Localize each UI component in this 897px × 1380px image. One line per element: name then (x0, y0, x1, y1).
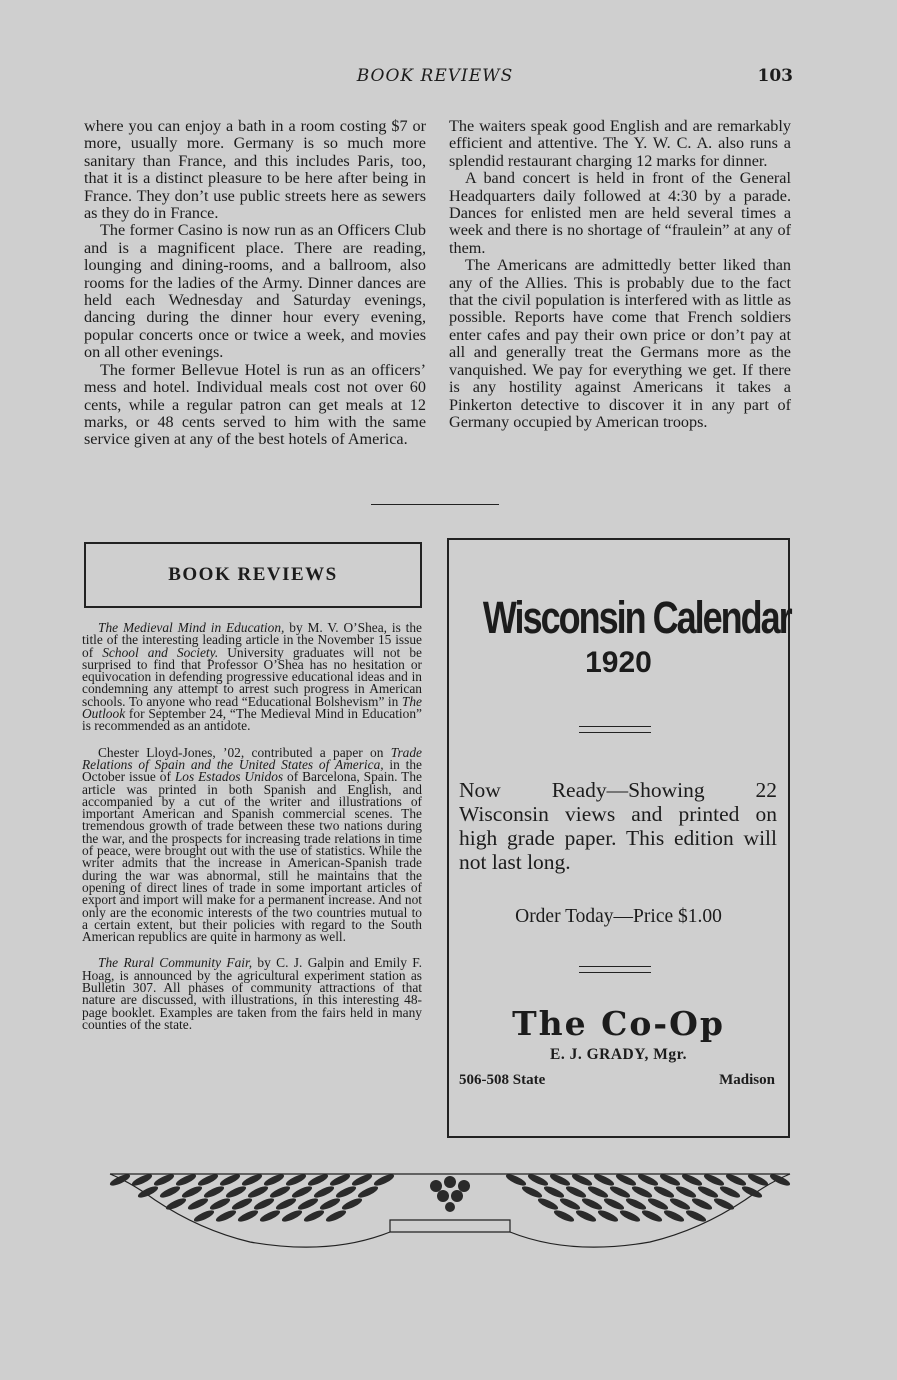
laurel-ornament-icon (100, 1162, 800, 1282)
article-paragraph: The former Casino is now run as an Officers Club and is a magnificent place. There are reading, lounging and dining-rooms, and a ballroom, also rooms for the ladies of the Army. Dinner dances are held each Wednesday and Saturday evenings, dancing during the dinner hour every evening, popular concerts once or twice a week, and movies on all other evenings. (84, 221, 426, 362)
calendar-advertisement (447, 538, 790, 1138)
reviews-heading: BOOK REVIEWS (168, 564, 338, 585)
ad-address-line (459, 1072, 775, 1089)
review-paper-title: Trade Relations of Spain and the United States of America, (82, 744, 422, 772)
review-book-title: The Rural Community Fair, (98, 955, 253, 971)
section-divider (371, 504, 499, 505)
article-paragraph: The former Bellevue Hotel is run as an officers’ mess and hotel. Individual meals cost not over 60 cents, while a regular patron can get meals at 12 marks, or 48 cents served to him with the same service given at any of the best hotels of America. (84, 360, 426, 449)
ad-divider (579, 726, 651, 733)
article-paragraph: A band concert is held in front of the General Headquarters daily followed at 4:30 by a parade. Dances for enlisted men are held several times a week and there is no shortage of “fraulein” at any of them. (449, 169, 791, 257)
ad-year: 1920 (585, 646, 652, 679)
review-text: by C. J. Galpin and Emily F. Hoag, is announced by the agricultural experiment station as Bulletin 307. All phases of community attractions of that nature are discussed, with illustrations, in this interesting 48-page booklet. Examples are taken from the fairs held in many counties of the state. (82, 955, 422, 1032)
ad-store-name: The Co-Op (512, 1004, 725, 1043)
reviews-section (82, 622, 422, 1045)
page-number: 103 (757, 66, 793, 86)
ad-manager: E. J. GRADY, Mgr. (550, 1046, 687, 1063)
article-paragraph: where you can enjoy a bath in a room costing $7 or more, usually more. Germany is so much more sanitary than France, and this includes Paris, too, that it is a distinct pleasure to be here after being in France. They don’t use public streets here as sewers as they do in France. (84, 117, 426, 223)
article-column-left (84, 118, 426, 449)
review-magazine: The Outlook (82, 693, 422, 722)
running-title: BOOK REVIEWS (356, 66, 514, 86)
review-journal: School and Society. (102, 644, 219, 660)
review-item (82, 957, 422, 1031)
article-paragraph: The Americans are admittedly better liked than any of the Allies. This is probably due to the fact that the civil population is interfered with as little as possible. Reports have come that French soldiers enter cafes and pay their own price or don’t pay at all and generally treat the Germans more as the vanquished. We pay for everything we get. If there is any hostility against Americans it takes a Pinkerton detective to discover it in any part of Germany occupied by American troops. (449, 256, 791, 431)
running-head (0, 66, 897, 90)
reviews-heading-box (84, 542, 422, 608)
review-text: Chester Lloyd-Jones, ’02, contributed a paper on (98, 744, 391, 760)
ad-divider (579, 966, 651, 973)
review-book-title: The Medieval Mind in Education, (98, 620, 285, 635)
review-item (82, 744, 423, 945)
ad-order-line: Order Today—Price $1.00 (515, 906, 722, 927)
ad-address: 506-508 State (459, 1072, 546, 1088)
review-text: in the October issue of (82, 756, 422, 785)
review-text: of Barcelona, Spain. The article was printed in both Spanish and English, and accompanied by a cut of the writer and illustrations of important American and Spanish commercial scenes. The tremendous growth of trade between these two nations during the war, and the prospects for increasing trade relations in time of peace, were brought out with the use of statistics. While the writer admits that the increase in American-Spanish trade during the war was abnormal, still he maintains that the opening of direct lines of trade in some important articles of export and import will make for a permanent increase. And not only are the economic interests of the two countries mutual to a certain extent, but their policies with regard to the South American republics are quite in harmony as well. (82, 769, 423, 945)
review-text: University graduates will not be surprised to find that Professor O’Shea has no hesitation or equivocation in defending progressive educational ideas and in condemning any attempt to arrest such progress in American schools. To anyone who read “Educational Bolshevism” in (82, 644, 422, 709)
ad-title: Wisconsin Calendar (482, 592, 791, 643)
article-column-right (449, 118, 791, 431)
ad-description: Now Ready—Showing 22 Wisconsin views and printed on high grade paper. This edition will not last long. (459, 778, 777, 874)
review-text: for September 24, “The Medieval Mind in Education” is recommended as an antidote. (82, 706, 422, 734)
article-paragraph: The waiters speak good English and are remarkably efficient and attentive. The Y. W. C. A. also runs a splendid restaurant charging 12 marks for dinner. (449, 117, 791, 170)
review-item (82, 622, 422, 733)
ad-city: Madison (719, 1072, 775, 1088)
review-text: by M. V. O’Shea, is the title of the interesting leading article in the November 15 issue of (82, 620, 422, 660)
review-journal: Los Estados Unidos (174, 769, 284, 785)
